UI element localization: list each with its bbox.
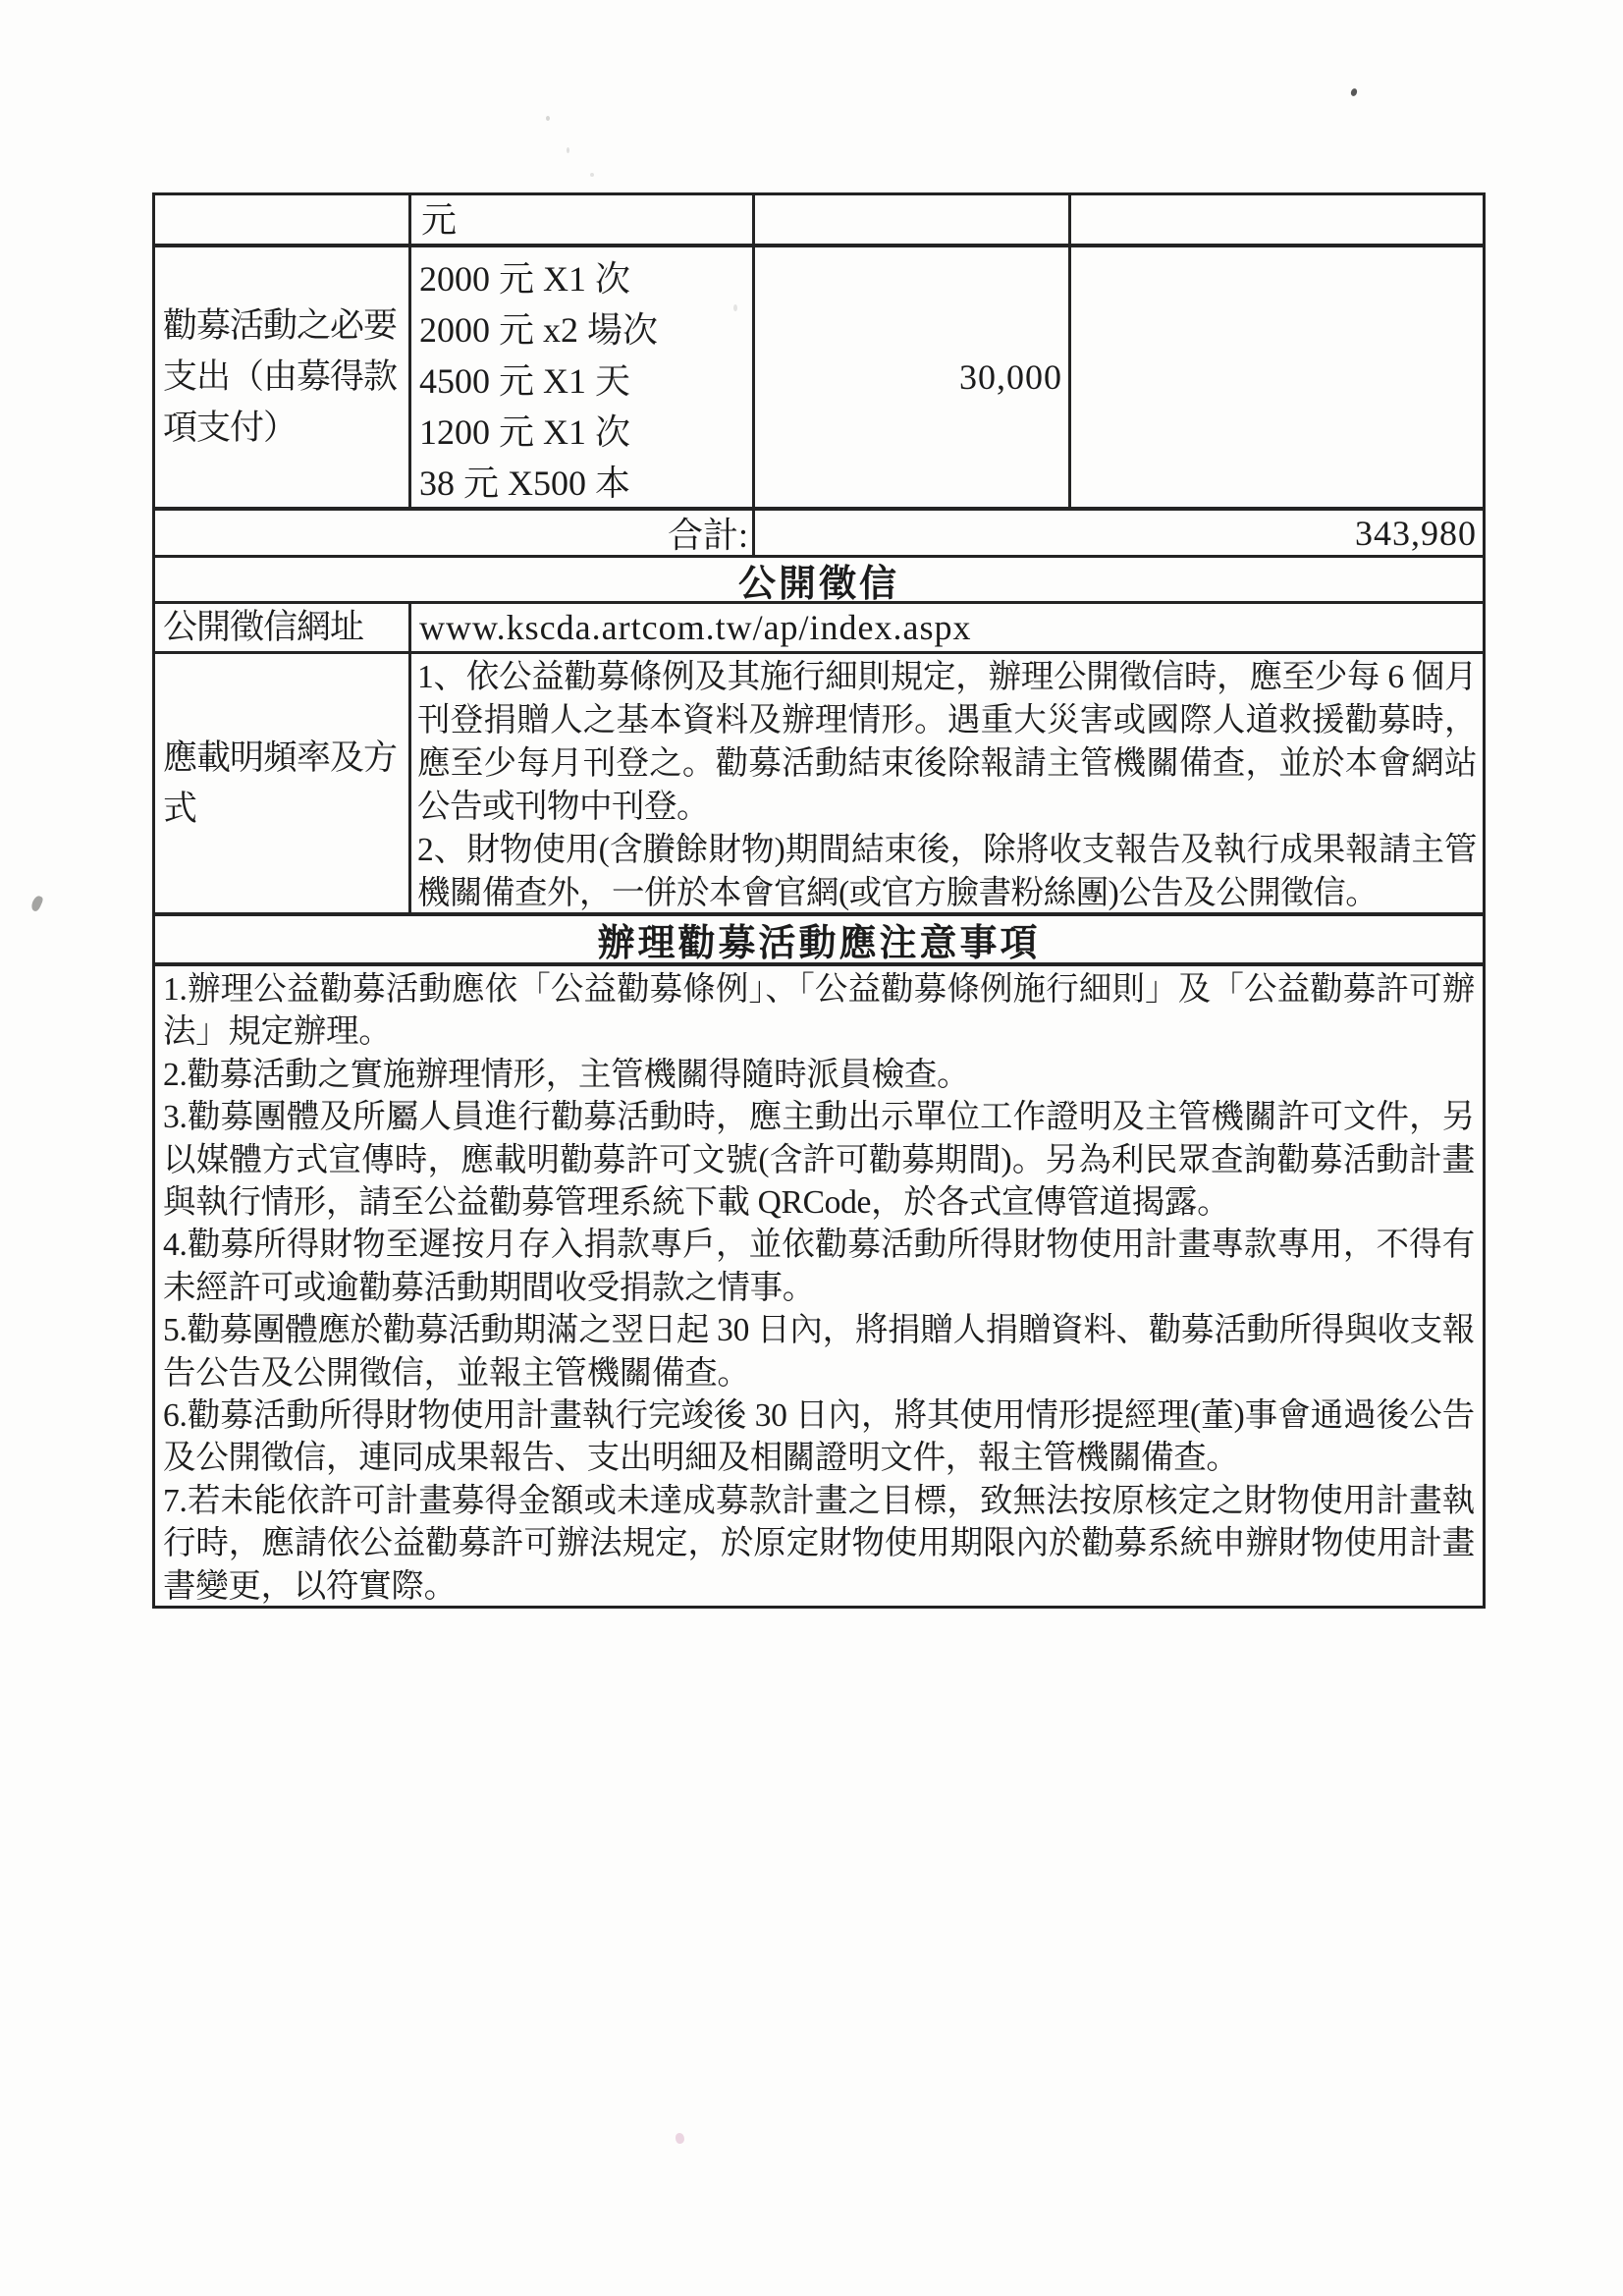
- table-row-total: [155, 511, 1483, 558]
- expense-amount: 30,000: [959, 357, 1062, 397]
- scan-speck: [546, 116, 550, 121]
- carryover-empty-cell-2: [755, 195, 1071, 244]
- scan-speck: [1350, 87, 1358, 97]
- scan-speck: [590, 173, 594, 177]
- note-item: 3.勸募團體及所屬人員進行勸募活動時，應主動出示單位工作證明及主管機關許可文件，另以媒體方式宣傳時，應載明勸募許可文號(含許可勸募期間)。另為利民眾查詢勸募活動計畫與執行情形，請至公益勸募管理系統下載 QRCode，於各式宣傳管道揭露。: [163, 1099, 1475, 1222]
- carryover-unit-cell: [411, 195, 755, 244]
- disclosure-url-value-cell: [411, 604, 1483, 651]
- disclosure-method-paragraph: 2、財物使用(含賸餘財物)期間結束後，除將收支報告及執行成果報請主管機關備查外，一併於本會官網(或官方臉書粉絲團)公告及公開徵信。: [417, 832, 1477, 911]
- carryover-empty-cell-1: [155, 195, 411, 244]
- disclosure-method-label: 應載明頻率及方式: [163, 738, 398, 828]
- scan-speck: [676, 2133, 684, 2144]
- expense-detail-line: 2000 元 X1 次: [419, 259, 630, 299]
- disclosure-section-header: 公開徵信: [737, 563, 899, 601]
- expense-detail-lines: [411, 247, 752, 507]
- note-item: 6.勸募活動所得財物使用計畫執行完竣後 30 日內，將其使用情形提經理(董)事會通過後公告及公開徵信，連同成果報告、支出明細及相關證明文件，報主管機關備查。: [163, 1397, 1475, 1477]
- expense-amount-cell: [755, 247, 1071, 507]
- disclosure-url-label-cell: [155, 604, 411, 651]
- note-item: 4.勸募所得財物至遲按月存入捐款專戶，並依勸募活動所得財物使用計畫專款專用，不得有未經許可或逾勸募活動期間收受捐款之情事。: [163, 1227, 1475, 1306]
- fundraising-report-table: [152, 192, 1486, 1609]
- expense-detail-line: 4500 元 X1 天: [419, 361, 630, 401]
- expense-detail-cell: [411, 247, 755, 507]
- disclosure-method-label-cell: [155, 654, 411, 912]
- notes-section-header: 辦理勸募活動應注意事項: [597, 923, 1041, 962]
- expense-detail-line: 1200 元 X1 次: [419, 412, 630, 452]
- unit-text: 元: [421, 199, 458, 240]
- total-label: 合計:: [667, 516, 748, 555]
- disclosure-url-label: 公開徵信網址: [163, 608, 364, 646]
- total-amount: 343,980: [1355, 513, 1477, 553]
- total-label-cell: [155, 511, 755, 555]
- expense-label-cell: [155, 247, 411, 507]
- expense-label: 勸募活動之必要支出（由募得款項支付）: [163, 306, 398, 447]
- note-item: 1.辦理公益勸募活動應依「公益勸募條例」、「公益勸募條例施行細則」及「公益勸募許可辦法」規定辦理。: [163, 971, 1475, 1051]
- scan-speck: [567, 147, 569, 153]
- table-row-disclosure-header: [155, 558, 1483, 604]
- table-row-notes-header: [155, 916, 1483, 966]
- expense-empty-cell: [1071, 247, 1483, 507]
- carryover-empty-cell-3: [1071, 195, 1483, 244]
- disclosure-method-paragraph: 1、依公益勸募條例及其施行細則規定，辦理公開徵信時，應至少每 6 個月刊登捐贈人之基本資料及辦理情形。遇重大災害或國際人道救援勸募時，應至少每月刊登之。勸募活動結束後除報請主管機關備查，並於本會網站公告或刊物中刊登。: [417, 659, 1477, 825]
- disclosure-method-content-cell: [411, 654, 1483, 912]
- disclosure-method-paragraphs: [411, 654, 1483, 912]
- scan-speck: [29, 895, 44, 912]
- note-item: 5.勸募團體應於勸募活動期滿之翌日起 30 日內，將捐贈人捐贈資料、勸募活動所得與收支報告公告及公開徵信，並報主管機關備查。: [163, 1312, 1475, 1392]
- notes-list: [155, 966, 1483, 1606]
- table-row-expenses: [155, 247, 1483, 511]
- note-item: 2.勸募活動之實施辦理情形，主管機關得隨時派員檢查。: [163, 1056, 970, 1093]
- disclosure-url-text: www.kscda.artcom.tw/ap/index.aspx: [419, 608, 972, 647]
- expense-detail-line: 2000 元 x2 場次: [419, 310, 659, 350]
- note-item: 7.若未能依許可計畫募得金額或未達成募款計畫之目標，致無法按原核定之財物使用計畫執行時，應請依公益勸募許可辦法規定，於原定財物使用期限內於勸募系統申辦財物使用計畫書變更，以符實際。: [163, 1482, 1475, 1605]
- table-row-disclosure-method: [155, 654, 1483, 916]
- expense-detail-line: 38 元 X500 本: [419, 464, 630, 503]
- table-row-notes: [155, 966, 1483, 1606]
- table-row-carryover: [155, 195, 1483, 247]
- table-row-disclosure-url: [155, 604, 1483, 654]
- total-amount-cell: [755, 511, 1483, 555]
